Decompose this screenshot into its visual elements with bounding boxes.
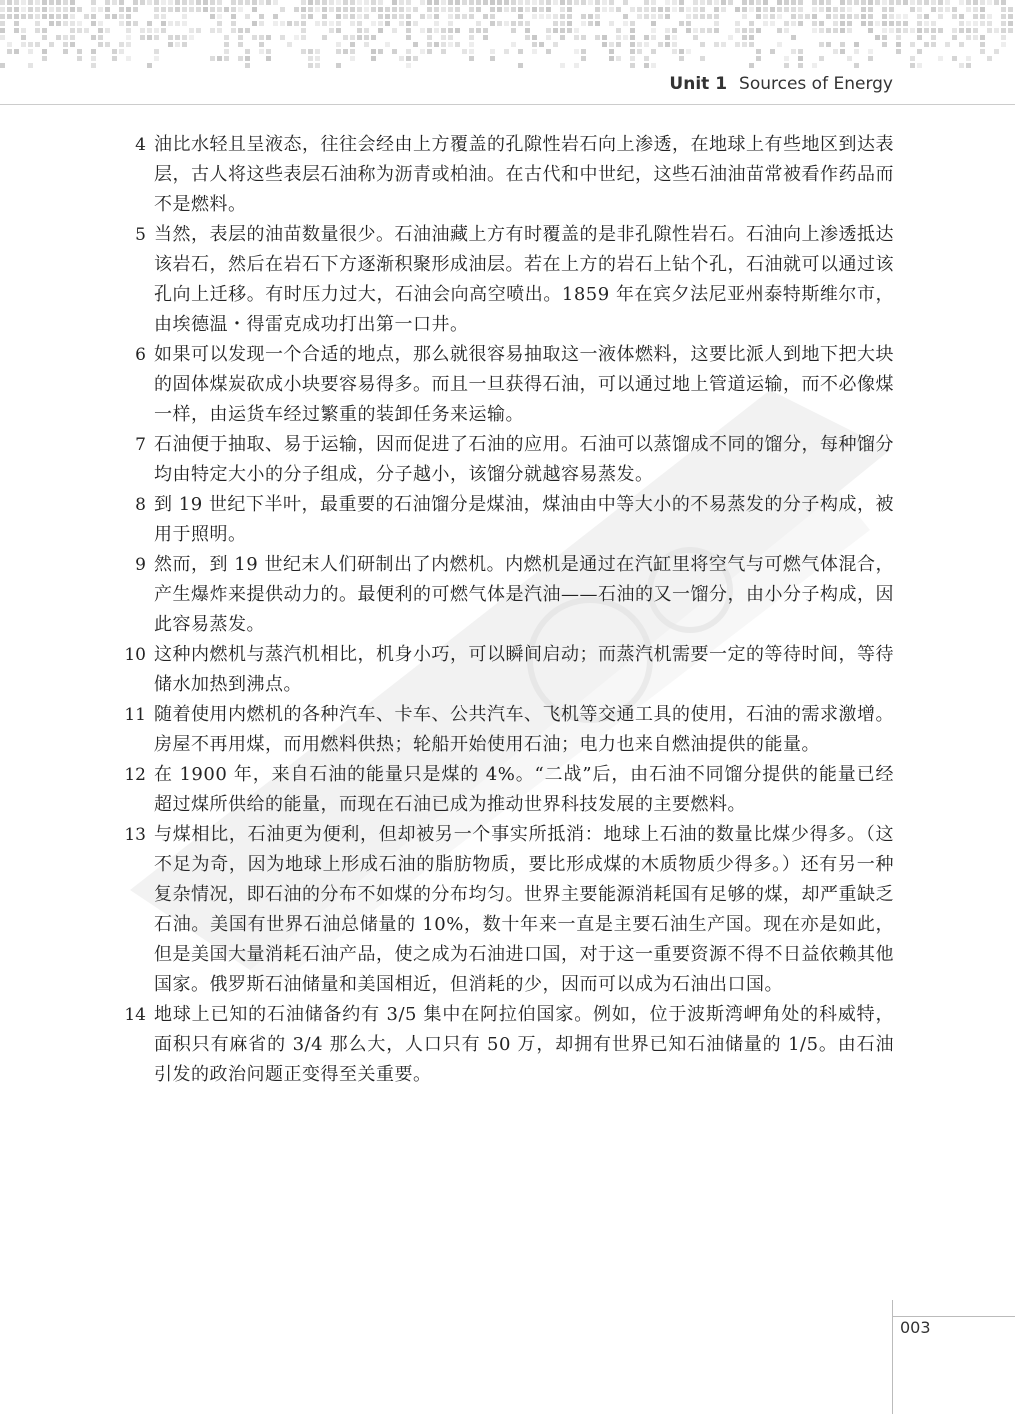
paragraph <box>118 130 894 220</box>
paragraph-number: 14 <box>124 1005 146 1025</box>
running-header <box>669 74 893 94</box>
footer-vertical-rule <box>892 1300 893 1414</box>
paragraph-number: 5 <box>135 225 146 245</box>
paragraph-number: 8 <box>135 495 146 515</box>
paragraph-text: 与煤相比，石油更为便利，但却被另一个事实所抵消：地球上石油的数量比煤少得多。（这不足为奇，因为地球上形成石油的脂肪物质，要比形成煤的木质物质少得多。）还有另一种复杂情况，即石油的分布不如煤的分布均匀。世界主要能源消耗国有足够的煤，却严重缺乏石油。美国有世界石油总储量的 10%，数十年来一直是主要石油生产国。现在亦是如此，但是美国大量消耗石油产品，使之成为石油进口国，对于这一重要资源不得不日益依赖其他国家。俄罗斯石油储量和美国相近，但消耗的少，因而可以成为石油出口国。 <box>154 824 894 995</box>
paragraph-number: 6 <box>135 345 146 365</box>
paragraph-number: 4 <box>135 135 146 155</box>
paragraph-number: 7 <box>135 435 146 455</box>
paragraph-number: 9 <box>135 555 146 575</box>
unit-subject: Sources of Energy <box>739 74 893 94</box>
paragraph <box>118 700 894 760</box>
paragraph-number: 10 <box>124 645 146 665</box>
paragraph-text: 地球上已知的石油储备约有 3/5 集中在阿拉伯国家。例如，位于波斯湾岬角处的科威特，面积只有麻省的 3/4 那么大，人口只有 50 万，却拥有世界已知石油储量的 1/5。由石油引发的政治问题正变得至关重要。 <box>154 1004 894 1085</box>
paragraph <box>118 340 894 430</box>
paragraph <box>118 490 894 550</box>
footer-horizontal-rule <box>892 1316 1015 1317</box>
pixel-pattern-header-decoration <box>0 0 1015 72</box>
paragraph <box>118 550 894 640</box>
paragraph <box>118 1000 894 1090</box>
paragraph-text: 这种内燃机与蒸汽机相比，机身小巧，可以瞬间启动；而蒸汽机需要一定的等待时间，等待储水加热到沸点。 <box>154 644 894 695</box>
paragraph-text: 石油便于抽取、易于运输，因而促进了石油的应用。石油可以蒸馏成不同的馏分，每种馏分均由特定大小的分子组成，分子越小，该馏分就越容易蒸发。 <box>154 434 894 485</box>
paragraph-number: 12 <box>124 765 146 785</box>
unit-label: Unit 1 <box>669 74 728 94</box>
paragraph-number: 13 <box>124 825 146 845</box>
paragraph-text: 然而，到 19 世纪末人们研制出了内燃机。内燃机是通过在汽缸里将空气与可燃气体混合，产生爆炸来提供动力的。最便利的可燃气体是汽油——石油的又一馏分，由小分子构成，因此容易蒸发。 <box>154 554 894 635</box>
page-number: 003 <box>900 1318 931 1337</box>
paragraph-text: 油比水轻且呈液态，往往会经由上方覆盖的孔隙性岩石向上渗透，在地球上有些地区到达表层，古人将这些表层石油称为沥青或柏油。在古代和中世纪，这些石油油苗常被看作药品而不是燃料。 <box>154 134 894 215</box>
paragraph <box>118 640 894 700</box>
paragraph <box>118 820 894 1000</box>
paragraph <box>118 220 894 340</box>
paragraph-number: 11 <box>124 705 146 725</box>
header-rule <box>0 104 1015 105</box>
paragraph-text: 到 19 世纪下半叶，最重要的石油馏分是煤油，煤油由中等大小的不易蒸发的分子构成，被用于照明。 <box>154 494 894 545</box>
body-text <box>118 130 894 1090</box>
paragraph-text: 如果可以发现一个合适的地点，那么就很容易抽取这一液体燃料，这要比派人到地下把大块的固体煤炭砍成小块要容易得多。而且一旦获得石油，可以通过地上管道运输，而不必像煤一样，由运货车经过繁重的装卸任务来运输。 <box>154 344 894 425</box>
paragraph <box>118 430 894 490</box>
paragraph-text: 在 1900 年，来自石油的能量只是煤的 4%。“二战”后，由石油不同馏分提供的能量已经超过煤所供给的能量，而现在石油已成为推动世界科技发展的主要燃料。 <box>154 764 894 815</box>
paragraph-text: 随着使用内燃机的各种汽车、卡车、公共汽车、飞机等交通工具的使用，石油的需求激增。房屋不再用煤，而用燃料供热；轮船开始使用石油；电力也来自燃油提供的能量。 <box>154 704 894 755</box>
paragraph-text: 当然，表层的油苗数量很少。石油油藏上方有时覆盖的是非孔隙性岩石。石油向上渗透抵达该岩石，然后在岩石下方逐渐积聚形成油层。若在上方的岩石上钻个孔，石油就可以通过该孔向上迁移。有时压力过大，石油会向高空喷出。1859 年在宾夕法尼亚州泰特斯维尔市，由埃德温・得雷克成功打出第一口井。 <box>154 224 894 335</box>
paragraph <box>118 760 894 820</box>
